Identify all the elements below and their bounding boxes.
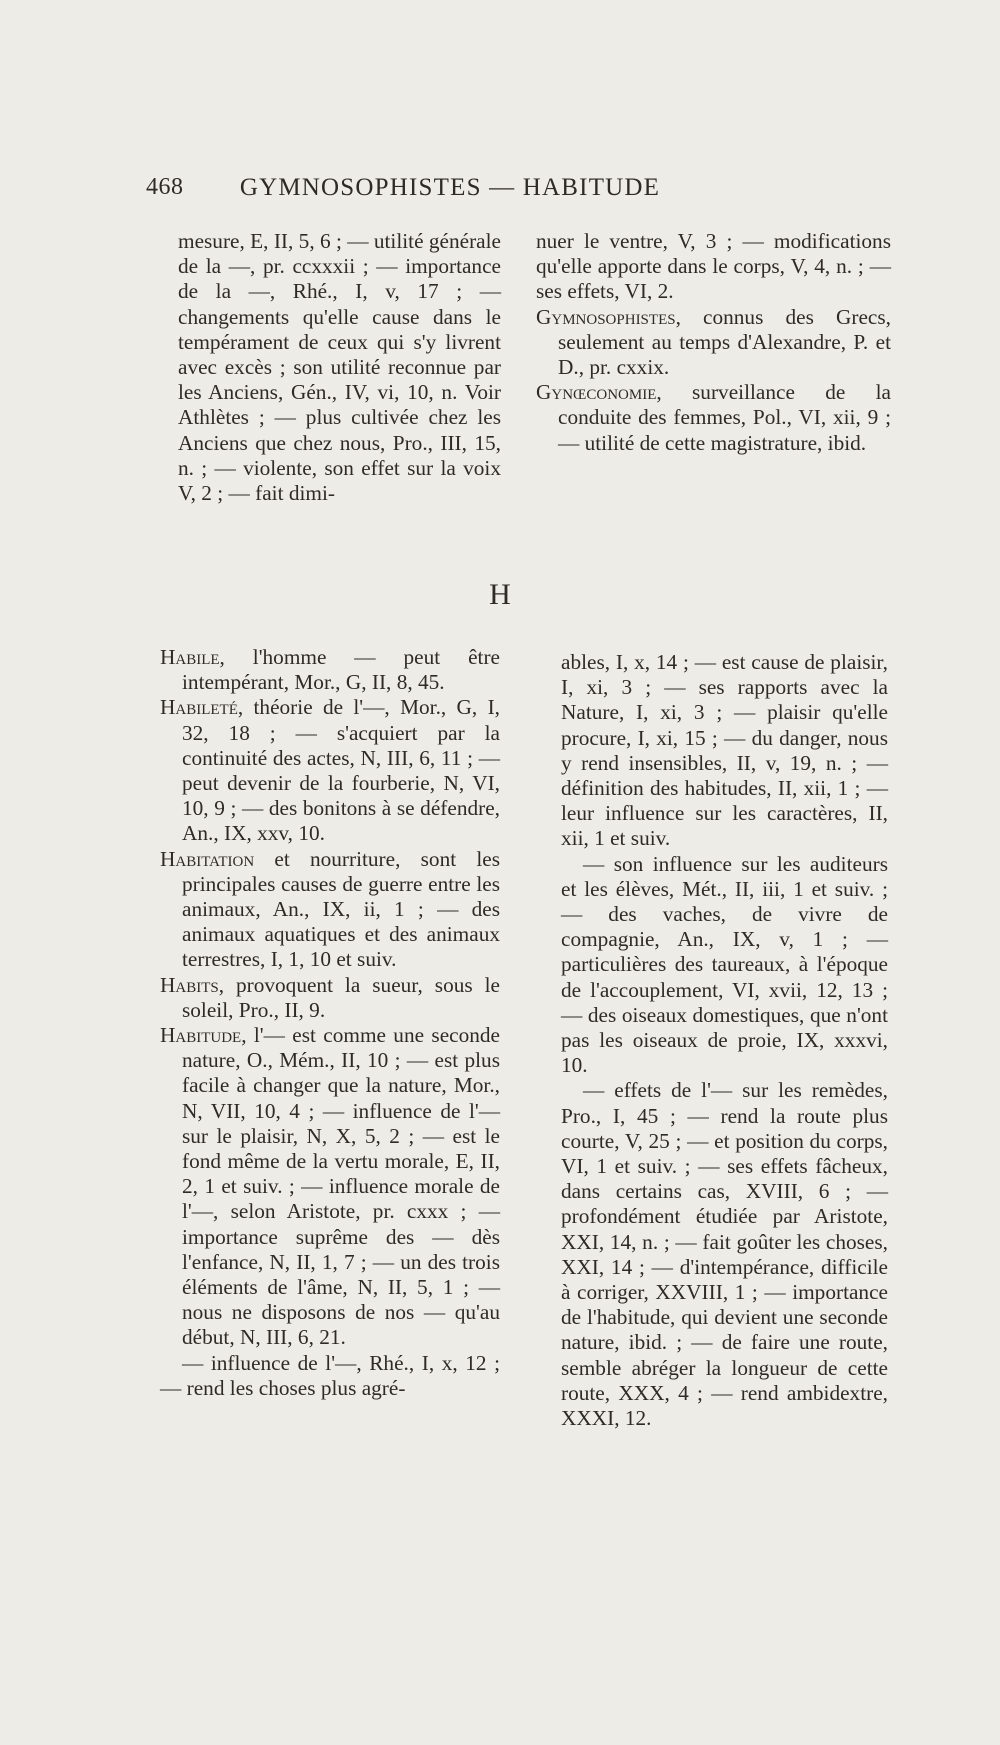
entry-text: , l'homme — peut être intempérant, Mor., G, II, 8, 45.: [182, 645, 500, 695]
entry-head: Habileté: [160, 695, 238, 720]
index-entry: [160, 645, 500, 695]
continuation-paragraph: — effets de l'— sur les remèdes, Pro., I, 45 ; — rend la route plus courte, V, 25 ; — et position du corps, VI, 1 et suiv. ; — ses effets fâcheux, dans certains cas, XVIII, 6 ; — profondément étudiée par Aristote, XXI, 14, n. ; — fait goûter les choses, XXI, 14 ; — d'intempérance, difficile à corriger, XXVIII, 1 ; — importance de l'habitude, qui devient une seconde nature, ibid. ; — de faire une route, semble abréger la longueur de cette route, XXX, 4 ; — rend ambidextre, XXXI, 12.: [561, 1078, 888, 1431]
index-entry: [160, 695, 500, 846]
entry-head: Habitude: [160, 1023, 242, 1048]
top-right-column: [536, 229, 891, 456]
entry-head: Habile: [160, 645, 220, 669]
continuation-paragraph: nuer le ventre, V, 3 ; — modifications qu'elle apporte dans le corps, V, 4, n. ; — ses effets, VI, 2.: [536, 229, 891, 304]
bottom-left-column: [160, 645, 500, 1401]
entry-head: Gynœconomie: [536, 380, 657, 405]
entry-head: Gymnosophistes: [536, 304, 676, 329]
continuation-paragraph: — influence de l'—, Rhé., I, x, 12 ; — rend les choses plus agré-: [160, 1350, 500, 1400]
top-left-column: [178, 229, 501, 506]
entry-text: , surveillance de la conduite des femmes, Pol., VI, xii, 9 ; — utilité de cette magistrature, ibid.: [558, 380, 891, 455]
entry-text: , connus des Grecs, seulement au temps d'Alexandre, P. et D., pr. cxxix.: [558, 304, 891, 380]
entry-head: Habitation: [160, 846, 255, 871]
entry-text: , théorie de l'—, Mor., G, I, 32, 18 ; — s'acquiert par la continuité des actes, N, III, 6, 11 ; — peut devenir de la fourberie, N, VI, 10, 9 ; — des bonitons à se défendre, An., IX, xxv, 10.: [182, 695, 500, 846]
index-entry: [160, 847, 500, 973]
running-head: [146, 174, 724, 208]
index-entry: [160, 973, 500, 1023]
index-entry: [160, 1023, 500, 1351]
continuation-paragraph: mesure, E, II, 5, 6 ; — utilité générale de la —, pr. ccxxxii ; — importance de la —, Rhé., I, v, 17 ; — changements qu'elle cause dans le tempérament de ceux qui s'y livrent avec excès ; son utilité reconnue par les Anciens, Gén., IV, vi, 10, n. Voir Athlètes ; — plus cultivée chez les Anciens que chez nous, Pro., III, 15, n. ; — violente, son effet sur la voix V, 2 ; — fait dimi-: [178, 229, 501, 506]
bottom-right-column: [561, 650, 888, 1431]
running-title: GYMNOSOPHISTES — HABITUDE: [239, 174, 661, 201]
entry-head: Habits: [160, 972, 219, 997]
index-entry: [536, 380, 891, 456]
entry-text: , l'— est comme une seconde nature, O., Mém., II, 10 ; — est plus facile à changer que la nature, Mor., N, VII, 10, 4 ; — influence de l'— sur le plaisir, N, X, 5, 2 ; — est le fond même de la vertu morale, E, II, 2, 1 et suiv. ; — influence morale de l'—, selon Aristote, pr. cxxx ; — importance suprême des — dès l'enfance, N, II, 1, 7 ; — un des trois éléments de l'âme, N, II, 5, 1 ; — nous ne disposons de nos — qu'au début, N, III, 6, 21.: [182, 1023, 500, 1350]
entry-text: et nourriture, sont les principales causes de guerre entre les animaux, An., IX, ii, 1 ; — des animaux aquatiques et des animaux terrestres, I, 1, 10 et suiv.: [182, 846, 500, 972]
page-number: 468: [146, 174, 184, 200]
entry-text: , provoquent la sueur, sous le soleil, Pro., II, 9.: [182, 972, 500, 1022]
continuation-paragraph: — son influence sur les auditeurs et les élèves, Mét., II, iii, 1 et suiv. ; — des vaches, de vivre de compagnie, An., IX, v, 1 ; — particulières des taureaux, à l'époque de l'accouplement, VI, xvii, 12, 13 ; — des oiseaux domestiques, que n'ont pas les oiseaux de proie, IX, xxxvi, 10.: [561, 851, 888, 1078]
continuation-paragraph: ables, I, x, 14 ; — est cause de plaisir, I, xi, 3 ; — ses rapports avec la Nature, I, xi, 3 ; — plaisir qu'elle procure, I, xi, 15 ; — du danger, nous y rend insensibles, II, v, 19, n. ; — définition des habitudes, II, xii, 1 ; — leur influence sur les caractères, II, xii, 1 et suiv.: [561, 650, 888, 851]
section-letter: H: [489, 578, 511, 611]
index-entry: [536, 305, 891, 381]
